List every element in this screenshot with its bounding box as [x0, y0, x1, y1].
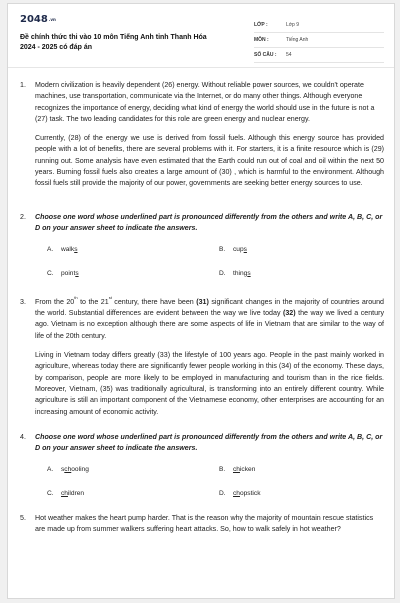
question-4 [8, 432, 394, 499]
meta-row-subject [254, 33, 384, 48]
logo-suffix: .vn [48, 17, 56, 22]
title-line-2: 2024 - 2025 có đáp án [20, 43, 92, 51]
option-b[interactable]: B. cups [219, 246, 247, 254]
title-line-1: Đề chính thức thi vào 10 môn Tiếng Anh tỉnh Thanh Hóa [20, 34, 207, 41]
meta-value: Tiếng Anh [286, 37, 309, 43]
question-number: 5. [20, 514, 26, 523]
option-a[interactable]: A. schooling [47, 466, 89, 474]
option-c[interactable]: C. points [47, 269, 79, 277]
question-2 [8, 212, 394, 279]
question-number: 4. [20, 432, 26, 441]
meta-key: SỐ CÂU : [254, 52, 277, 58]
option-d[interactable]: D. things [219, 269, 251, 277]
question-3-paragraph-2: Living in Vietnam today differs greatly (33) the lifestyle of 100 years ago. People in the past mainly worked in agriculture, whereas today there are significantly fewer people working in this (34) of the economy. These days, by comparison, people are more likely to be employed in manufacturing and tourism than in the rice fields. Moreover, Vietnam, (35) was traditionally agricultural, is transforming into an entirely different country. While agriculture is still an important component of the Vietnamese economy, other enterprises are accounting for an increasing amount of economic activity. [35, 351, 384, 416]
option-a[interactable]: A. walks [47, 246, 78, 254]
meta-value: Lớp 9 [286, 22, 300, 28]
question-3 [8, 294, 394, 418]
option-b[interactable]: B. chicken [219, 466, 256, 474]
meta-row-question-count [254, 48, 384, 63]
document-content [8, 80, 394, 544]
meta-key: LỚP : [254, 22, 268, 28]
question-2-options [47, 244, 384, 279]
option-c[interactable]: C. children [47, 489, 85, 497]
question-2-instruction: Choose one word whose underlined part is pronounced differently from the others and write A, B, C, or D on your answer sheet to indicate the answers. [35, 212, 383, 232]
question-number: 3. [20, 297, 26, 306]
document-title [20, 33, 230, 52]
question-number: 1. [20, 81, 26, 89]
question-4-options [47, 464, 384, 499]
page-header [8, 4, 394, 68]
meta-value: 54 [286, 52, 292, 58]
question-1-paragraph-2: Currently, (28) of the energy we use is derived from fossil fuels. Although this energy source has provided people with a lot of benefits, there are several problems with it. For starters, it is a finite resource which is (29) running out. Some analysis have even estimated that the Earth could run out of coal and oil within the next 50 years. Burning fossil fuels also creates a large amount of (30) , which is harmful to the environment. Although fossil fuels still provide the majority of our power, governments are seeking better energy sources to use. [35, 134, 384, 188]
question-1 [8, 80, 394, 190]
document-meta [254, 18, 384, 63]
question-number: 2. [20, 212, 26, 221]
question-4-instruction: Choose one word whose underlined part is pronounced differently from the others and write A, B, C, or D on your answer sheet to indicate the answers. [35, 432, 383, 453]
meta-key: MÔN : [254, 37, 269, 43]
question-5 [8, 513, 394, 536]
meta-row-grade [254, 18, 384, 33]
logo-text: 2048 [20, 14, 48, 25]
question-5-paragraph-1: Hot weather makes the heart pump harder. That is the reason why the majority of mountain rescue statistics are made up from summer walkers suffering heart attacks. So, how to walk safely in hot weather? [35, 514, 374, 534]
document-page [7, 3, 395, 599]
question-3-paragraph-1: From the 20th to the 21st century, there have been (31) significant changes in the majority of countries around the world. Substantial differences are evident between the way we live today (32) the way we lived a century ago. Vietnam is no exception although there are some aspects of life in Vietnam that are similar to the way of life of the 20th century. [35, 294, 384, 340]
option-d[interactable]: D. chopstick [219, 489, 261, 497]
site-logo[interactable] [20, 14, 56, 25]
question-1-paragraph-1: Modern civilization is heavily dependent (26) energy. Without reliable power sources, we couldn't operate machines, use transportation, communicate via the Internet, or do many other things. Although everyone recognizes the importance of energy, deciding what kind of energy the world should use in the future is not a (27) task. The two leading candidates for this role are green energy and nuclear energy. [35, 81, 375, 123]
